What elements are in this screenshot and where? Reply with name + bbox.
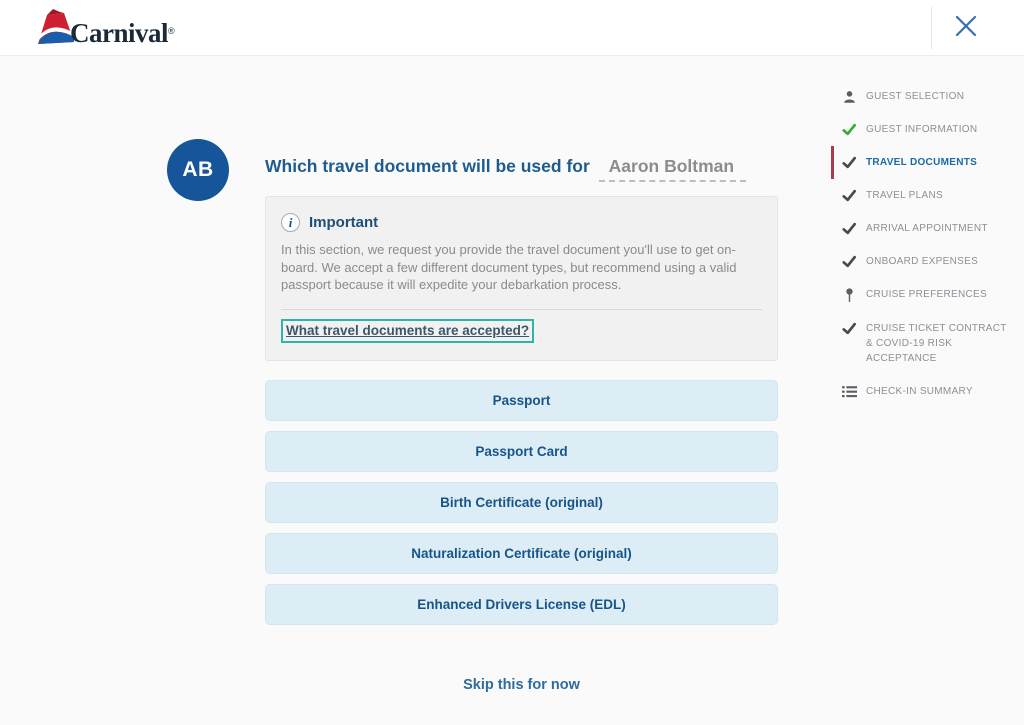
sidebar-item-check-in-summary[interactable] — [841, 384, 1011, 399]
carnival-wordmark: Carnival — [70, 18, 169, 48]
document-option-enhanced-drivers-license-edl[interactable]: Enhanced Drivers License (EDL) — [265, 584, 778, 625]
sidebar-item-cruise-preferences[interactable] — [841, 287, 1011, 303]
sidebar-item-label: GUEST INFORMATION — [866, 124, 978, 135]
sidebar-item-guest-information[interactable] — [841, 122, 1011, 137]
close-button[interactable] — [950, 11, 982, 43]
header-divider — [931, 7, 932, 49]
sidebar-item-guest-selection[interactable] — [841, 89, 1011, 104]
sidebar-item-label: TRAVEL DOCUMENTS — [866, 157, 978, 168]
guest-name-selector[interactable]: Aaron Boltman — [599, 156, 746, 182]
person-icon — [841, 90, 857, 104]
check-icon — [841, 189, 857, 202]
check-icon — [841, 222, 857, 235]
sidebar-item-arrival-appointment[interactable] — [841, 221, 1011, 236]
document-option-birth-certificate-original[interactable]: Birth Certificate (original) — [265, 482, 778, 523]
info-divider — [281, 309, 762, 310]
sidebar-item-cruise-ticket-contract-covid-19-risk-acceptance[interactable] — [841, 321, 1011, 366]
info-icon: i — [281, 213, 300, 232]
document-option-naturalization-certificate-original[interactable]: Naturalization Certificate (original) — [265, 533, 778, 574]
check-icon — [841, 156, 857, 169]
checkin-sidebar — [841, 89, 1011, 417]
page-title — [265, 156, 746, 177]
guest-avatar: AB — [167, 139, 229, 201]
sidebar-item-label: GUEST SELECTION — [866, 91, 965, 102]
sidebar-item-travel-plans[interactable] — [841, 188, 1011, 203]
sidebar-item-label: CHECK-IN SUMMARY — [866, 386, 973, 397]
important-body-text: In this section, we request you provide the travel document you'll use to get on-board. We accept a few different document types, but recommend using a valid passport because it will expedite your debarkation process. — [281, 242, 737, 292]
document-option-passport[interactable]: Passport — [265, 380, 778, 421]
check-icon — [841, 255, 857, 268]
close-icon — [952, 12, 980, 43]
sidebar-item-label: CRUISE TICKET CONTRACT & COVID-19 RISK ACCEPTANCE — [866, 323, 1007, 364]
sidebar-item-label: TRAVEL PLANS — [866, 190, 943, 201]
document-option-passport-card[interactable]: Passport Card — [265, 431, 778, 472]
important-info-box — [265, 196, 778, 361]
important-title: Important — [309, 214, 379, 231]
skip-link[interactable]: Skip this for now — [463, 677, 580, 693]
accepted-documents-link-focus-ring — [281, 319, 534, 343]
check-icon — [841, 322, 857, 335]
list-icon — [841, 385, 857, 398]
pin-icon — [841, 288, 857, 303]
sidebar-item-label: ONBOARD EXPENSES — [866, 256, 979, 267]
header — [0, 0, 1024, 56]
sidebar-item-onboard-expenses[interactable] — [841, 254, 1011, 269]
accepted-documents-link[interactable]: What travel documents are accepted? — [286, 322, 530, 338]
active-step-indicator — [831, 146, 834, 179]
check-icon — [841, 123, 857, 136]
important-info-header — [281, 213, 762, 232]
sidebar-item-label: ARRIVAL APPOINTMENT — [866, 223, 988, 234]
sidebar-item-label: CRUISE PREFERENCES — [866, 289, 987, 300]
trademark-symbol: ® — [168, 25, 175, 36]
carnival-logo[interactable] — [30, 6, 175, 55]
sidebar-item-travel-documents[interactable] — [841, 155, 1011, 170]
page-title-text: Which travel document will be used for — [265, 156, 590, 176]
